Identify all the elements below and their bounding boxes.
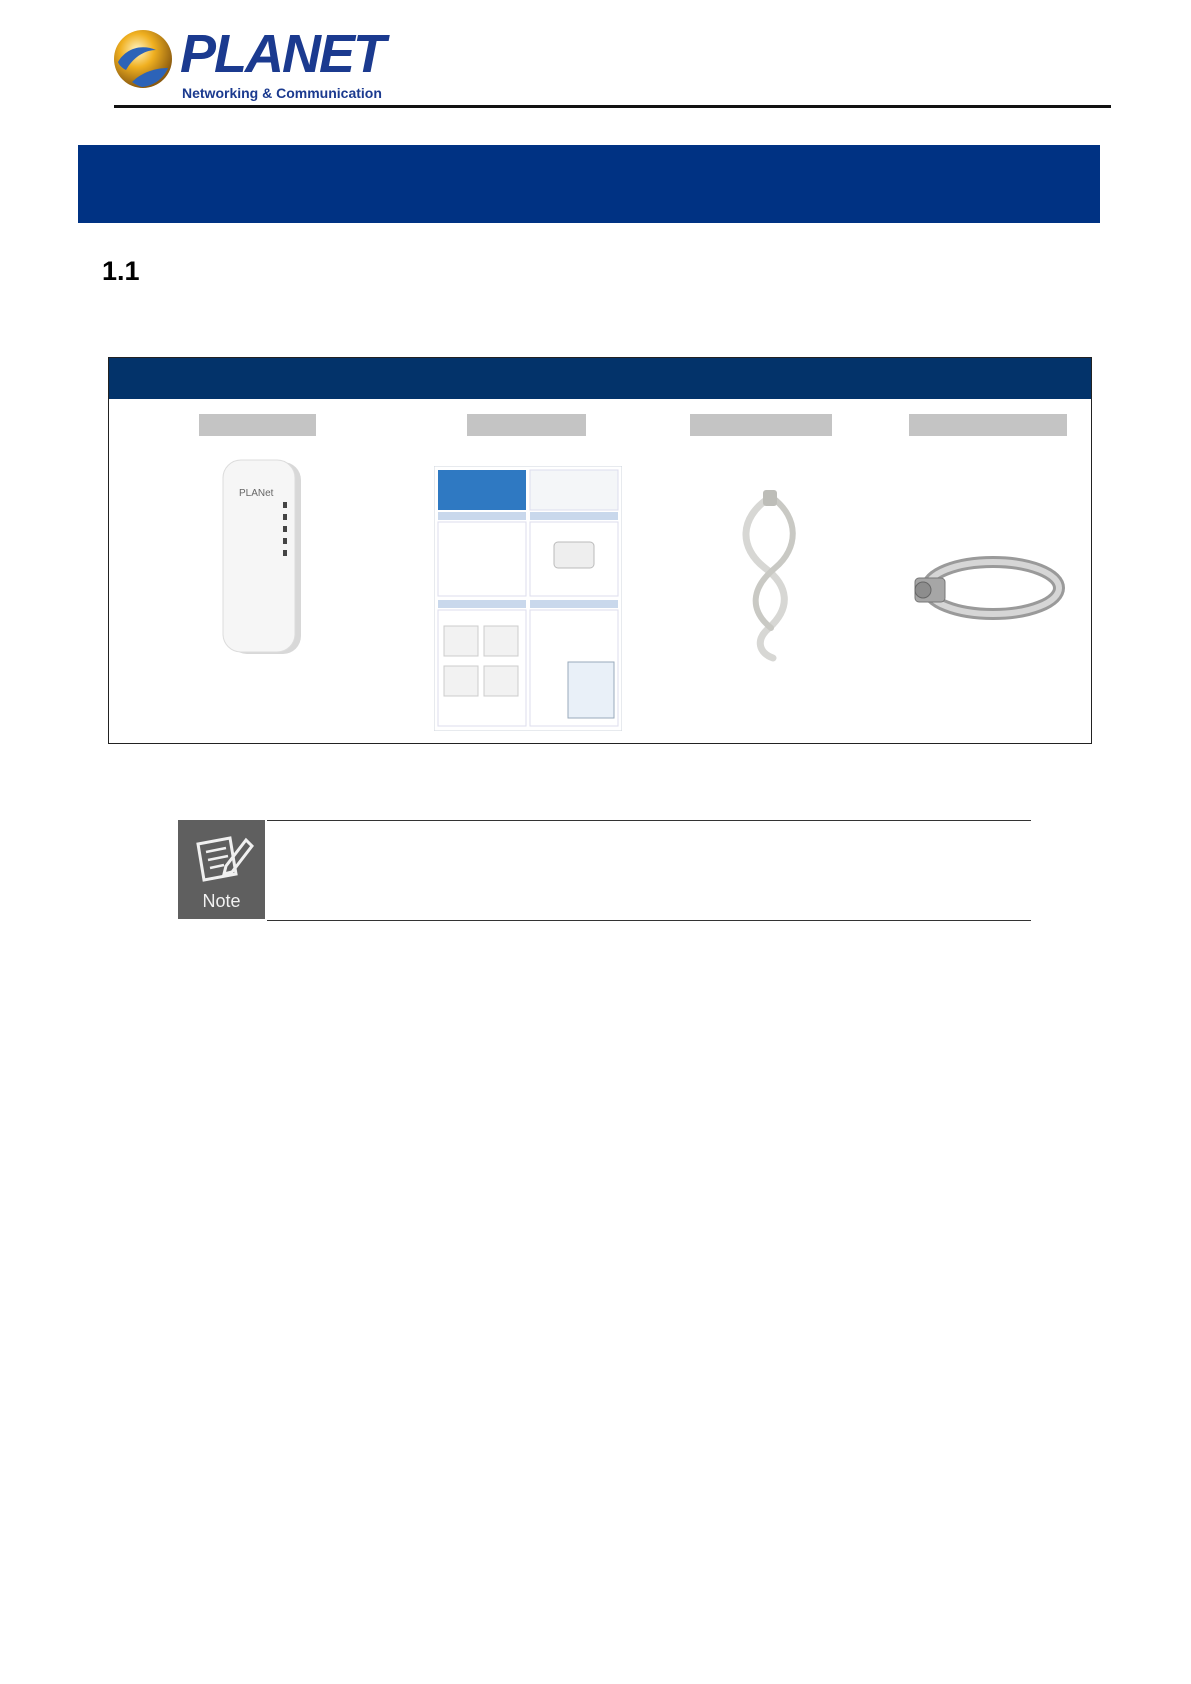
pencil-paper-icon xyxy=(190,830,254,888)
planet-logo xyxy=(108,24,384,101)
package-contents-table xyxy=(108,357,1092,744)
table-header-bar xyxy=(109,358,1091,399)
note-bottom-divider xyxy=(267,920,1031,921)
note-top-divider xyxy=(267,820,1031,821)
power-cable-image xyxy=(729,488,809,663)
item-label-clamp xyxy=(909,414,1067,436)
item-label-device xyxy=(199,414,316,436)
note-label: Note xyxy=(202,891,241,911)
chapter-banner xyxy=(78,145,1100,223)
item-label-guide xyxy=(467,414,586,436)
hose-clamp-image xyxy=(909,548,1069,628)
access-point-device-image xyxy=(209,458,309,658)
note-icon xyxy=(178,820,265,919)
svg-text:PLANet: PLANet xyxy=(239,488,274,499)
brand-tagline: Networking & Communication xyxy=(182,85,382,101)
quick-guide-image xyxy=(434,466,622,731)
globe-logo-icon xyxy=(112,28,174,90)
header-divider xyxy=(114,105,1111,108)
section-number: 1.1 xyxy=(102,256,140,286)
item-label-cable xyxy=(690,414,832,436)
brand-name: PLANET xyxy=(180,24,384,84)
